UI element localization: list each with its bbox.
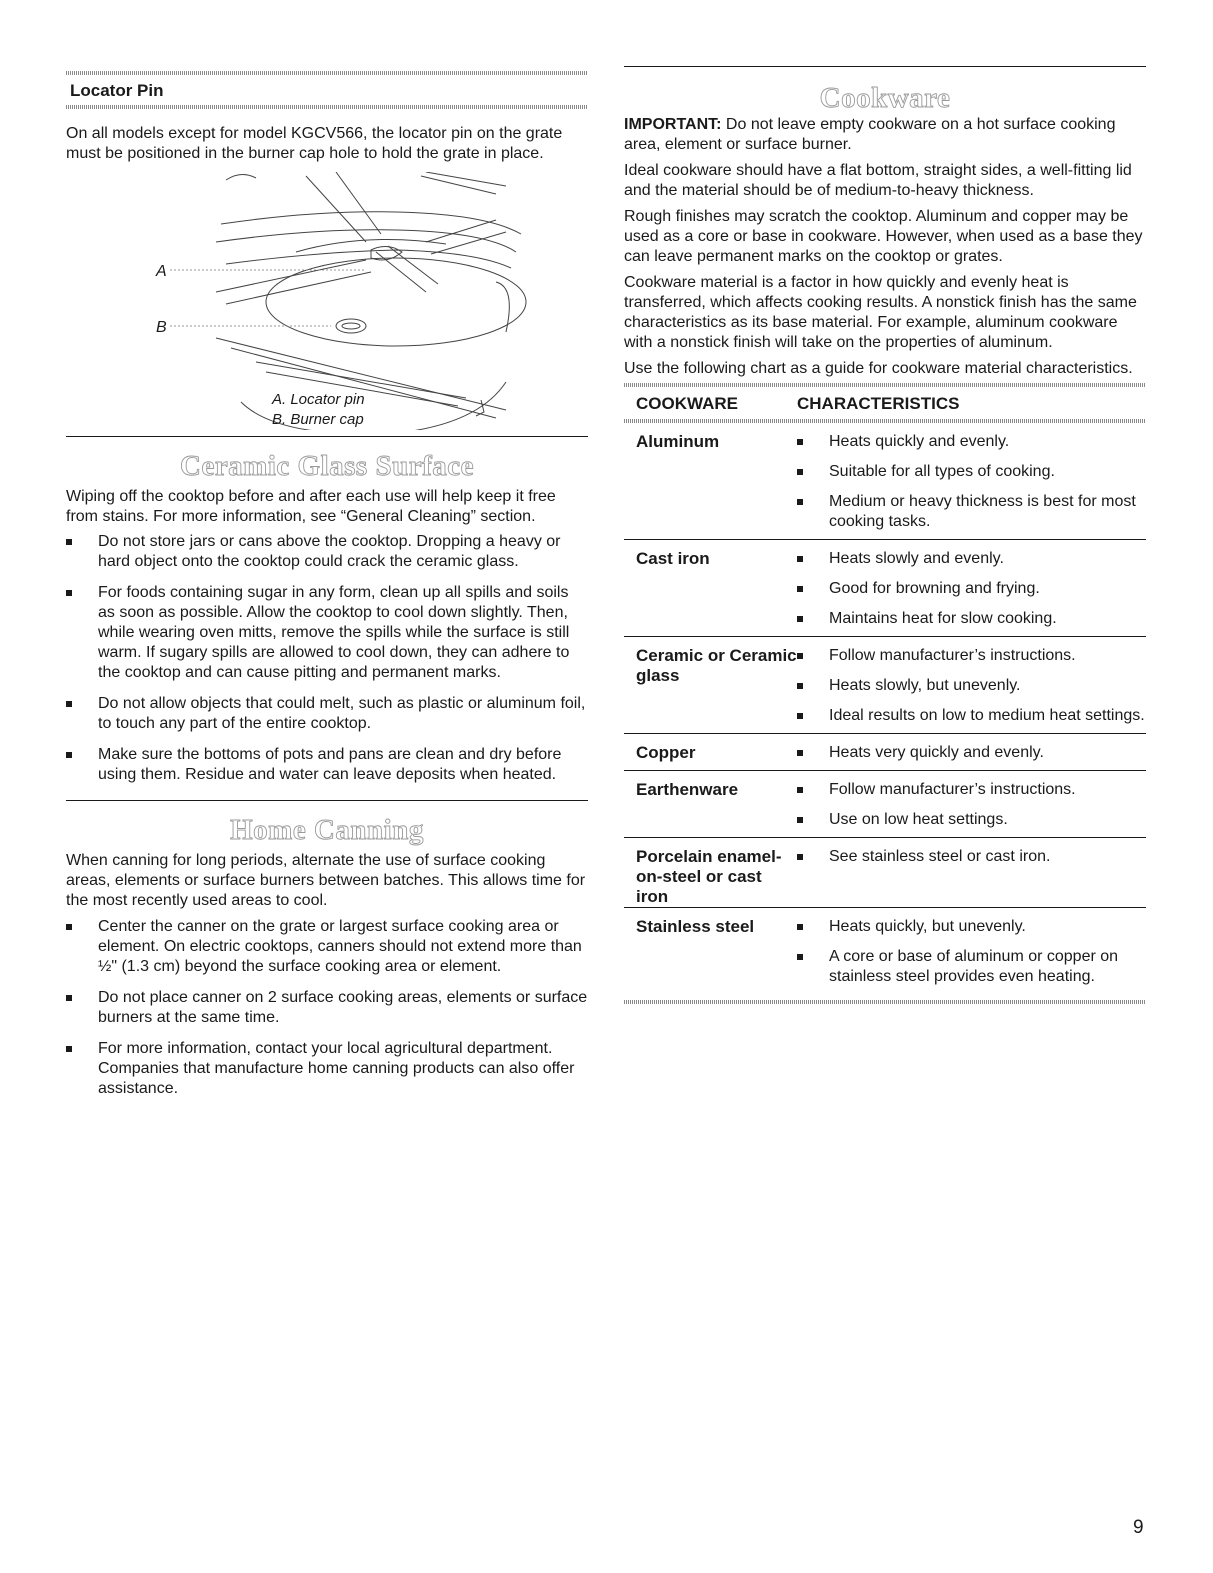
characteristics-cell (797, 908, 1146, 994)
characteristic-text: See stainless steel or cast iron. (829, 848, 1051, 865)
characteristics-list (797, 540, 1146, 636)
characteristics-cell (797, 838, 1146, 907)
bullet-icon (797, 750, 803, 756)
label-a: A (156, 263, 167, 280)
characteristic-text: A core or base of aluminum or copper on stainless steel provides even heating. (829, 948, 1119, 985)
table-row (624, 770, 1146, 837)
caption-locator-pin: A. Locator pin (272, 391, 365, 408)
locator-pin-text: On all models except for model KGCV566, the locator pin on the grate must be positioned in the burner cap hole to hold the grate in place. (66, 125, 563, 162)
bullet-icon (797, 817, 803, 823)
list-item: Center the canner on the grate or largest surface cooking area or element. On electric cooktops, canners should not extend more than ½" (1.3 cm) beyond the surface cooking area or element. (66, 917, 588, 977)
characteristics-cell (797, 540, 1146, 636)
characteristic-text: Use on low heat settings. (829, 811, 1008, 828)
list-item (797, 549, 1146, 569)
canning-intro: When canning for long periods, alternate the use of surface cooking areas, elements or surface burners between batches. This allows time for the most recently used areas to cool. (66, 852, 586, 909)
bullet-icon (797, 713, 803, 719)
characteristic-text: Good for browning and frying. (829, 580, 1040, 597)
characteristic-text: Heats slowly, but unevenly. (829, 677, 1021, 694)
cookware-name: Aluminum (636, 432, 720, 451)
section-divider (66, 436, 588, 437)
grate-burner-figure (66, 172, 588, 430)
list-item: Make sure the bottoms of pots and pans are clean and dry before using them. Residue and water can leave deposits when heated. (66, 745, 588, 785)
cookware-paragraph: Use the following chart as a guide for cookware material characteristics. (624, 360, 1133, 377)
important-text: Do not leave empty cookware on a hot surface cooking area, element or surface burner. (624, 116, 1116, 153)
characteristic-text: Heats slowly and evenly. (829, 550, 1004, 567)
list-item (797, 706, 1146, 726)
cookware-paragraph: Rough finishes may scratch the cooktop. Aluminum and copper may be used as a core or base in cookware. However, when used as a base they can leave permanent marks on the cooktop or grates. (624, 208, 1143, 265)
bullet-icon (797, 469, 803, 475)
characteristics-cell (797, 637, 1146, 733)
ceramic-bullet-list (66, 532, 588, 785)
bullet-icon (797, 439, 803, 445)
characteristic-text: Follow manufacturer’s instructions. (829, 781, 1076, 798)
cookware-name: Porcelain enamel-on-steel or cast iron (636, 847, 782, 906)
table-row (624, 636, 1146, 733)
characteristic-text: Heats quickly and evenly. (829, 433, 1010, 450)
ceramic-intro: Wiping off the cooktop before and after each use will help keep it free from stains. For more information, see “General Cleaning” section. (66, 488, 556, 525)
list-item (797, 432, 1146, 452)
list-item (797, 743, 1146, 763)
divider (66, 71, 588, 75)
divider (624, 383, 1146, 387)
bullet-icon (797, 653, 803, 659)
bullet-icon (797, 616, 803, 622)
cookware-name: Cast iron (636, 549, 710, 568)
table-row (624, 733, 1146, 770)
canning-bullet-list (66, 917, 588, 1099)
characteristic-text: Follow manufacturer’s instructions. (829, 647, 1076, 664)
cookware-heading: Cookware (819, 82, 951, 114)
list-item: For more information, contact your local agricultural department. Companies that manufacture home canning products can also offer assistance. (66, 1039, 588, 1099)
characteristic-text: Suitable for all types of cooking. (829, 463, 1055, 480)
right-column (624, 0, 1146, 1004)
list-item (797, 462, 1146, 482)
list-item (797, 579, 1146, 599)
bullet-icon (66, 590, 72, 596)
cookware-table-header (624, 393, 1146, 415)
col-header-cookware: COOKWARE (636, 394, 738, 413)
characteristics-cell (797, 423, 1146, 539)
list-item (797, 676, 1146, 696)
characteristics-cell (797, 771, 1146, 837)
characteristic-text: Ideal results on low to medium heat settings. (829, 707, 1145, 724)
table-row (624, 539, 1146, 636)
characteristics-cell (797, 734, 1146, 770)
bullet-icon (797, 499, 803, 505)
list-item (797, 609, 1146, 629)
characteristics-list (797, 637, 1146, 733)
list-item (797, 917, 1146, 937)
ceramic-glass-heading: Ceramic Glass Surface (180, 450, 474, 482)
list-item (797, 847, 1146, 867)
cookware-name: Stainless steel (636, 917, 755, 936)
important-note (624, 115, 1146, 155)
table-row (624, 423, 1146, 539)
cookware-paragraph: Cookware material is a factor in how quickly and evenly heat is transferred, which affects cooking results. A nonstick finish has the same characteristics as its base material. For example, aluminum cookware with a nonstick finish will take on the properties of aluminum. (624, 274, 1137, 351)
caption-burner-cap: B. Burner cap (272, 411, 364, 428)
table-row (624, 907, 1146, 994)
cookware-table (624, 423, 1146, 994)
cookware-paragraph: Ideal cookware should have a flat bottom, straight sides, a well-fitting lid and the material should be of medium-to-heavy thickness. (624, 162, 1132, 199)
list-item (797, 947, 1146, 987)
bullet-icon (66, 924, 72, 930)
list-item: Do not allow objects that could melt, such as plastic or aluminum foil, to touch any part of the entire cooktop. (66, 694, 588, 734)
characteristics-list (797, 908, 1146, 994)
important-label: IMPORTANT: (624, 116, 722, 133)
divider (624, 1000, 1146, 1004)
bullet-icon (797, 556, 803, 562)
list-item (797, 492, 1146, 532)
bullet-icon (66, 1046, 72, 1052)
list-item: Do not place canner on 2 surface cooking areas, elements or surface burners at the same time. (66, 988, 588, 1028)
characteristic-text: Heats very quickly and evenly. (829, 744, 1044, 761)
section-divider (66, 800, 588, 801)
section-divider (624, 66, 1146, 67)
characteristics-list (797, 734, 1146, 770)
list-item: Do not store jars or cans above the cooktop. Dropping a heavy or hard object onto the cooktop could crack the ceramic glass. (66, 532, 588, 572)
cookware-name: Ceramic or Ceramic glass (636, 646, 797, 685)
table-row (624, 837, 1146, 907)
characteristic-text: Heats quickly, but unevenly. (829, 918, 1026, 935)
bullet-icon (66, 701, 72, 707)
characteristics-list (797, 838, 1146, 874)
characteristic-text: Medium or heavy thickness is best for most cooking tasks. (829, 493, 1136, 530)
divider (66, 105, 588, 109)
characteristics-list (797, 423, 1146, 539)
characteristics-list (797, 771, 1146, 837)
label-b: B (156, 319, 167, 336)
list-item (797, 810, 1146, 830)
bullet-icon (797, 954, 803, 960)
characteristic-text: Maintains heat for slow cooking. (829, 610, 1057, 627)
list-item (797, 646, 1146, 666)
bullet-icon (797, 924, 803, 930)
list-item (797, 780, 1146, 800)
cookware-name: Copper (636, 743, 696, 762)
bullet-icon (797, 586, 803, 592)
list-item: For foods containing sugar in any form, clean up all spills and soils as soon as possible. Allow the cooktop to cool down slightly. Then, while wearing oven mitts, remove the spills while the surface is still warm. If sugary spills are allowed to cool down, they can adhere to the cooktop and can cause pitting and permanent marks. (66, 583, 588, 683)
bullet-icon (797, 854, 803, 860)
bullet-icon (66, 752, 72, 758)
home-canning-heading: Home Canning (230, 814, 424, 846)
left-column (66, 0, 588, 1099)
locator-pin-heading: Locator Pin (70, 81, 164, 100)
cookware-name: Earthenware (636, 780, 739, 799)
bullet-icon (66, 995, 72, 1001)
page-number: 9 (1133, 1517, 1144, 1538)
bullet-icon (797, 683, 803, 689)
col-header-characteristics: CHARACTERISTICS (797, 394, 960, 413)
bullet-icon (797, 787, 803, 793)
bullet-icon (66, 539, 72, 545)
